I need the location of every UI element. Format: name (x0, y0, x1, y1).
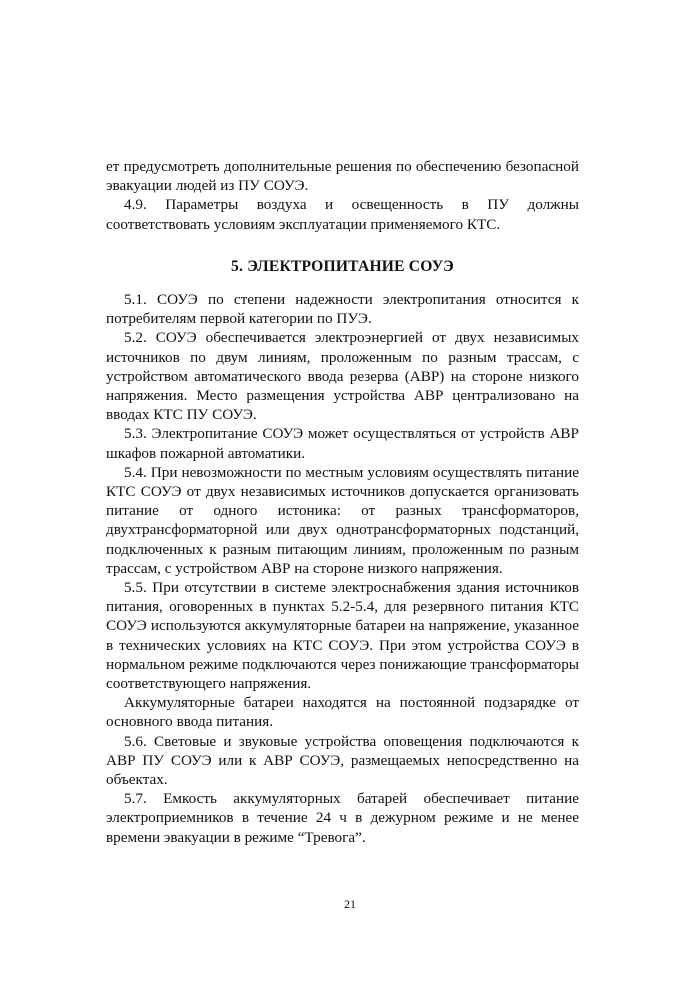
paragraph-5-4: 5.4. При невозможности по местным условиям осуществлять питание КТС СОУЭ от двух независимых источников допускается организовать питание от одного истоника: от разных трансформаторов, двухтрансформаторной или двух однотрансформаторных подстанций, подключенных к разным питающим линиям, проложенным по разным трассам, с устройством АВР на стороне низкого напряжения. (106, 463, 579, 577)
paragraph-4-9: 4.9. Параметры воздуха и освещенность в ПУ должны соответствовать условиям эксплуатации применяемого КТС. (106, 196, 579, 233)
paragraph-5-1: 5.1. СОУЭ по степени надежности электропитания относится к потребителям первой категории по ПУЭ. (106, 291, 579, 328)
top-text-block (106, 157, 579, 234)
section-heading: 5. ЭЛЕКТРОПИТАНИЕ СОУЭ (231, 258, 454, 275)
paragraph-5-6: 5.6. Световые и звуковые устройства оповещения подключаются к АВР ПУ СОУЭ или к АВР СОУЭ, размещаемых непосредственно на объектах. (106, 732, 579, 789)
paragraph-continuation: ет предусмотреть дополнительные решения по обеспечению безопасной эвакуации людей из ПУ СОУЭ. (106, 158, 579, 195)
paragraph-5-2: 5.2. СОУЭ обеспечивается электроэнергией от двух независимых источников по двум линиям, проложенным по разным трассам, с устройством автоматического ввода резерва (АВР) на стороне низкого напряжения. Место размещения устройства АВР централизовано на вводах КТС ПУ СОУЭ. (106, 329, 579, 424)
paragraph-5-3: 5.3. Электропитание СОУЭ может осуществляться от устройств АВР шкафов пожарной автоматики. (106, 425, 579, 462)
page-number: 21 (344, 897, 356, 911)
section-text-block (106, 290, 579, 847)
paragraph-5-5: 5.5. При отсутствии в системе электроснабжения здания источников питания, оговоренных в пунктах 5.2-5.4, для резервного питания КТС СОУЭ используются аккумуляторные батареи на напряжение, указанное в технических условиях на КТС СОУЭ. При этом устройства СОУЭ в нормальном режиме подключаются через понижающие трансформаторы соответствующего напряжения. (106, 579, 579, 693)
paragraph-5-7: 5.7. Емкость аккумуляторных батарей обеспечивает питание электроприемников в течение 24 ч в дежурном режиме и не менее времени эвакуации в режиме “Тревога”. (106, 790, 579, 846)
paragraph-batteries: Аккумуляторные батареи находятся на постоянной подзарядке от основного ввода питания. (106, 694, 579, 731)
